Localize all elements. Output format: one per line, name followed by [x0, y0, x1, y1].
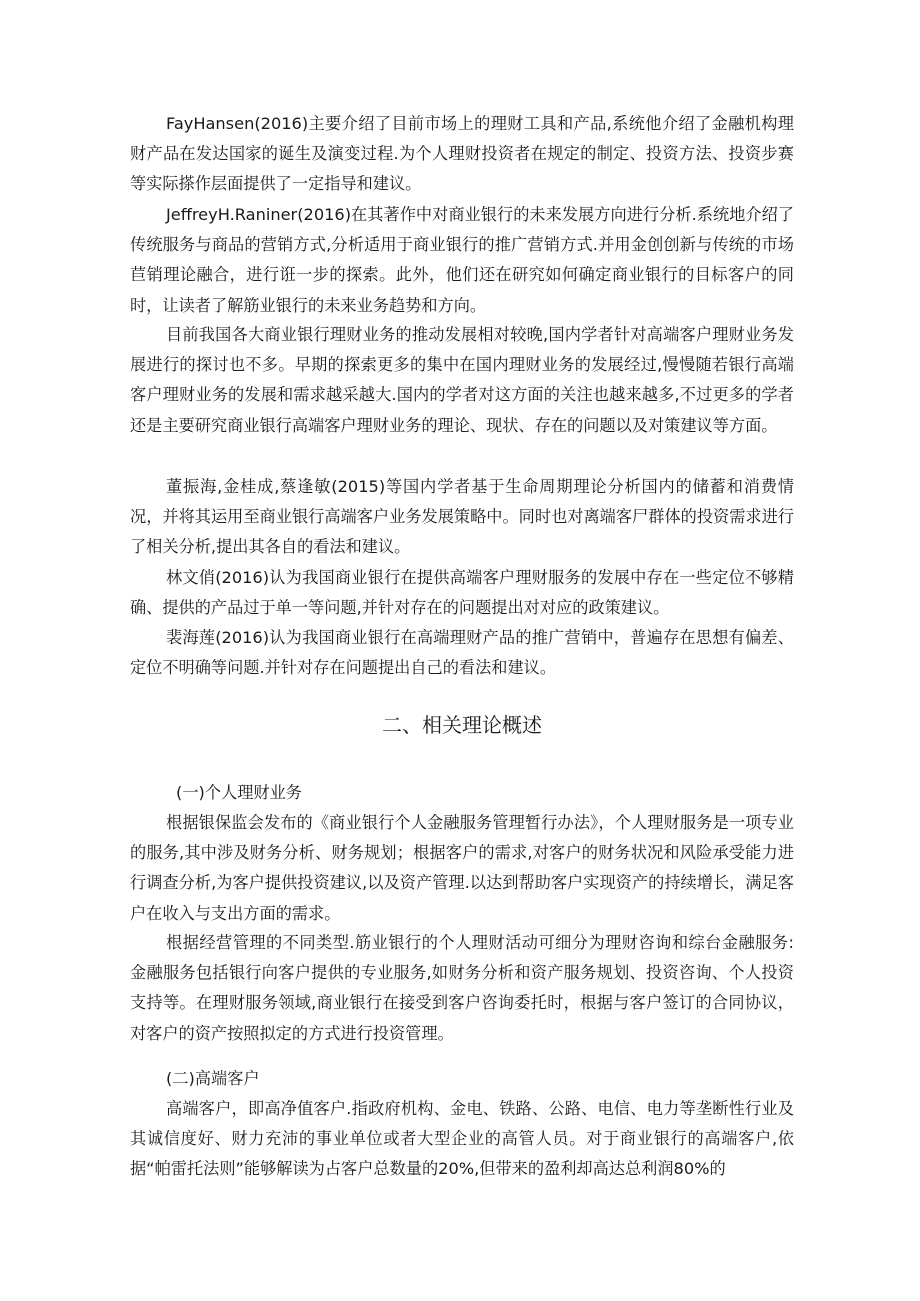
paragraph-dong-zhenhai: 董振海,金桂成,蔡逢敏(2015)等国内学者基于生命周期理论分析国内的储蓄和消费情况，并将其运用至商业银行高端客户业务发展策略中。同时也对离端客尸群体的投资需求进行了相关分析,提出其各自的看法和建议。	[130, 477, 794, 557]
section-heading: 二、相关理论概述	[382, 713, 542, 737]
paragraph-high-end-clients: 高端客户，即高净值客户.指政府机构、金电、铁路、公路、电信、电力等垄断性行业及其诚信度好、财力充沛的事业单位或者大型企业的高管人员。对于商业银行的高端客户,依据“帕雷托法则”能够解读为占客户总数量的20%,但带来的盈利却高达总利润80%的	[130, 1099, 794, 1179]
paragraph-jeffrey-raniner: JeffreyH.Raniner(2016)在其著作中对商业银行的未来发展方向进行分析.系统地介绍了传统服务与商品的营销方式,分析适用于商业银行的推广营销方式.并用金创创新与传统的市场苣销理论融合，进行诳一步的探索。此外，他们还在研究如何确定商业银行的目标客户的同时，让读者了解筋业银行的未来业务趋势和方向。	[130, 205, 794, 315]
paragraph-pei-hailian: 裴海莲(2016)认为我国商业银行在高端理财产品的推广营销中，普遍存在思想有偏差、定位不明确等问题.并针对存在问题提出自己的看法和建议。	[130, 628, 794, 678]
subsection-heading-high-end-clients: (二)高端客户	[166, 1069, 260, 1088]
paragraph-lin-wenqiao: 林文俏(2016)认为我国商业银行在提供高端客户理财服务的发展中存在一些定位不够精确、提供的产品过于单一等问题,并针对存在的问题提出对对应的政策建议。	[130, 568, 794, 618]
paragraph-domestic-research: 目前我国各大商业银行理财业务的推动发展相对较晚,国内学者针对高端客户理财业务发展进行的探讨也不多。早期的探索更多的集中在国内理财业务的发展经过,慢慢随若银行高端客户理财业务的发展和需求越采越大.国内的学者对这方面的关注也越来越多,不过更多的学者还是主要研究商业银行高端客户理财业务的理论、现状、存在的问题以及对策建议等方面。	[130, 325, 794, 435]
subsection-heading-personal-finance: (一)个人理财业务	[176, 783, 302, 802]
paragraph-personal-finance-types: 根据经营管理的不同类型.筋业银行的个人理财活动可细分为理财咨询和综台金融服务: 金融服务包括银行向客户提供的专业服务,如财务分析和资产服务规划、投资咨询、个人投资支持等。在理财服务领域,商业银行在接受到客户咨询委托时，根据与客户签订的合同协议，对客户的资产按照拟定的方式进行投资管理。	[130, 933, 794, 1043]
paragraph-personal-finance-definition: 根据银保监会发布的《商业银行个人金融服务管理暂行办法》，个人理财服务是一项专业的服务,其中涉及财务分析、财务规划；根据客户的需求,对客户的财务状况和风险承受能力进行调查分析,为客户提供投资建议,以及资产管理.以达到帮助客户实现资产的持续增长，满足客户在收入与支出方面的需求。	[130, 813, 794, 923]
paragraph-fayhansen: FayHansen(2016)主要介绍了目前市场上的理财工具和产品,系统他介绍了金融机构理财产品在发达国家的诞生及演变过程.为个人理财投资者在规定的制定、投资方法、投资步赛等实际搽作层面提供了一定指导和建议。	[130, 114, 794, 194]
